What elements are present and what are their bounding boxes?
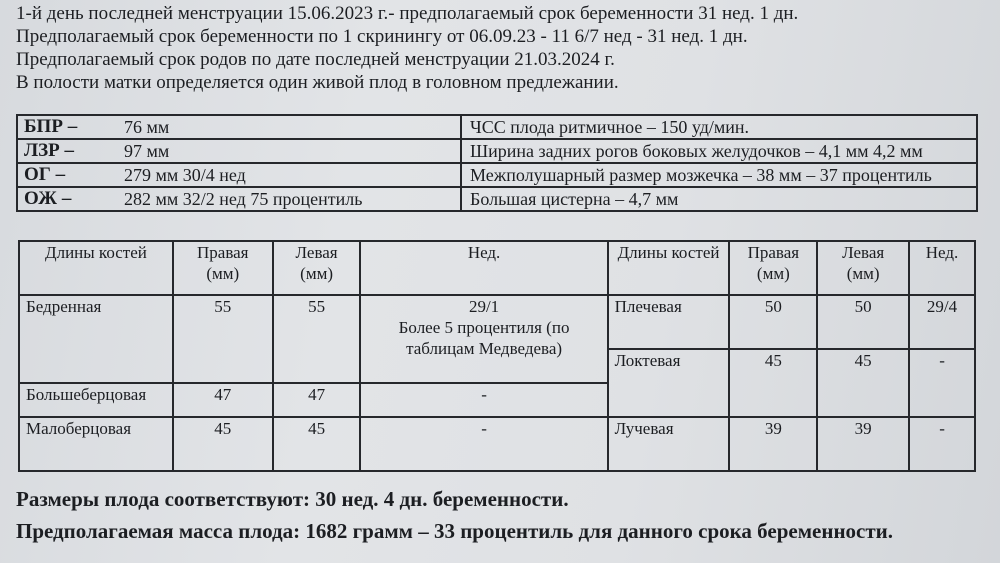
value-right: 55: [173, 295, 273, 383]
measurement-label: ОГ –: [17, 163, 118, 187]
table-row: [19, 295, 975, 349]
header-bone: Длины костей: [19, 241, 173, 295]
header-right: Правая (мм): [729, 241, 817, 295]
header-bone: Длины костей: [608, 241, 730, 295]
bone-lengths-table: [18, 240, 976, 472]
intro-line-due-date: Предполагаемый срок родов по дате последней менструации 21.03.2024 г.: [16, 49, 615, 70]
measurement-right: Межполушарный размер мозжечка – 38 мм – 37 процентиль: [461, 163, 977, 187]
value-left: 55: [273, 295, 361, 383]
measurement-label: ОЖ –: [17, 187, 118, 211]
intro-line-lmp: 1-й день последней менструации 15.06.2023 г.- предполагаемый срок беременности 31 нед. 1 дн.: [16, 3, 799, 24]
value-right: 39: [729, 417, 817, 471]
measurement-value: 282 мм 32/2 нед 75 процентиль: [118, 187, 461, 211]
measurement-label: БПР –: [17, 115, 118, 139]
value-left: 45: [817, 349, 909, 417]
header-left: Левая (мм): [817, 241, 909, 295]
table-row: [19, 417, 975, 471]
measurement-value: 279 мм 30/4 нед: [118, 163, 461, 187]
measurement-right: Ширина задних рогов боковых желудочков – 4,1 мм 4,2 мм: [461, 139, 977, 163]
bone-name-radius: Лучевая: [608, 417, 730, 471]
measurement-value: 97 мм: [118, 139, 461, 163]
header-weeks: Нед.: [360, 241, 607, 295]
value-right: 47: [173, 383, 273, 417]
intro-line-fetus: В полости матки определяется один живой плод в головном предлежании.: [16, 72, 619, 93]
value-left: 39: [817, 417, 909, 471]
weeks-value: -: [360, 383, 607, 417]
measurement-right: ЧСС плода ритмичное – 150 уд/мин.: [461, 115, 977, 139]
percentile-note: Более 5 процентиля (по таблицам Медведева): [398, 318, 570, 358]
weeks-value: 29/1: [468, 297, 500, 316]
measurement-value: 76 мм: [118, 115, 461, 139]
value-left: 45: [273, 417, 361, 471]
measurement-row: [17, 139, 977, 163]
header-weeks: Нед.: [909, 241, 975, 295]
value-left: 47: [273, 383, 361, 417]
value-right: 50: [729, 295, 817, 349]
measurement-label: ЛЗР –: [17, 139, 118, 163]
header-right: Правая (мм): [173, 241, 273, 295]
header-left: Левая (мм): [273, 241, 361, 295]
intro-text: [16, 2, 798, 94]
measurement-row: [17, 163, 977, 187]
weeks-value: 29/4: [909, 295, 975, 349]
value-right: 45: [173, 417, 273, 471]
measurement-row: [17, 187, 977, 211]
conclusion-gestational-age: Размеры плода соответствуют: 30 нед. 4 дн. беременности.: [16, 487, 569, 511]
weeks-value: -: [909, 349, 975, 417]
bone-name-ulna: Локтевая: [608, 349, 730, 417]
table-header-row: [19, 241, 975, 295]
value-right: 45: [729, 349, 817, 417]
bone-name-tibia: Большеберцовая: [19, 383, 173, 417]
measurement-row: [17, 115, 977, 139]
conclusion-fetal-weight: Предполагаемая масса плода: 1682 грамм – 33 процентиль для данного срока беременности.: [16, 519, 894, 543]
measurement-right: Большая цистерна – 4,7 мм: [461, 187, 977, 211]
intro-line-screening: Предполагаемый срок беременности по 1 скринингу от 06.09.23 - 11 6/7 нед - 31 нед. 1 дн.: [16, 26, 748, 47]
bone-name-fibula: Малоберцовая: [19, 417, 173, 471]
bone-name-humerus: Плечевая: [608, 295, 730, 349]
value-left: 50: [817, 295, 909, 349]
weeks-value: -: [360, 417, 607, 471]
weeks-femur: [360, 295, 607, 383]
weeks-value: -: [909, 417, 975, 471]
bone-name-femur: Бедренная: [19, 295, 173, 383]
measurements-table: [16, 114, 978, 212]
